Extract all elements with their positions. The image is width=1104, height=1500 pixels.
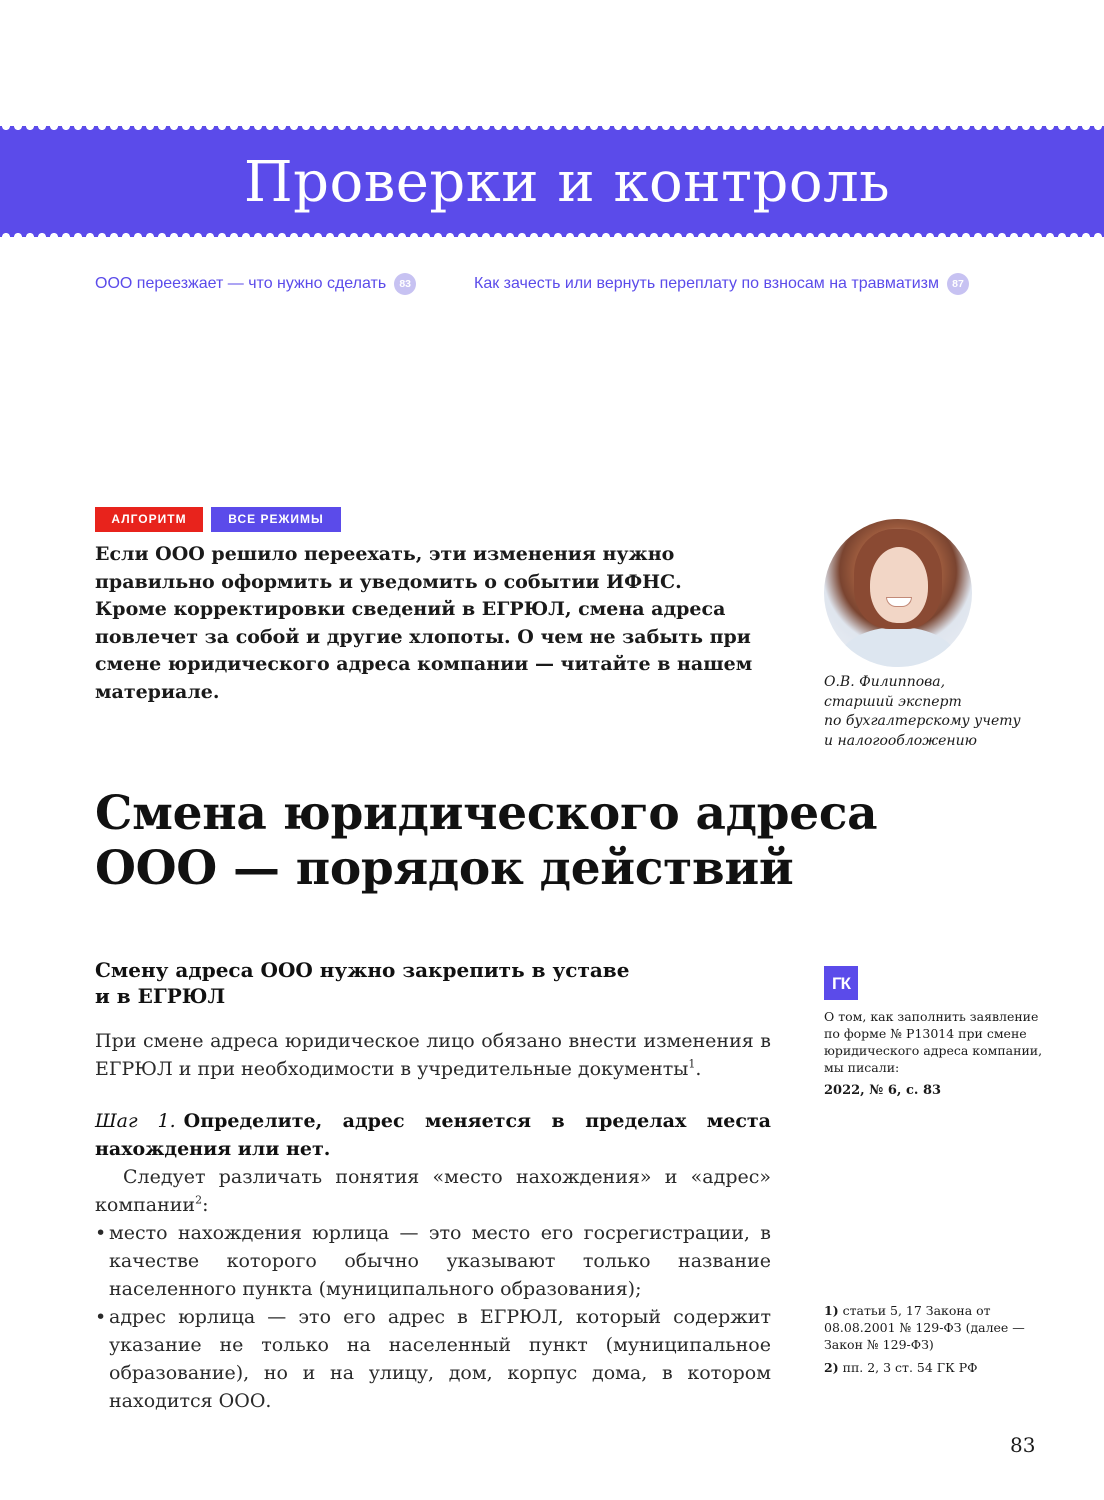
- step-heading: [95, 1107, 771, 1163]
- page-badge: 87: [947, 273, 969, 295]
- author-name: О.В. Филиппова,: [824, 674, 946, 690]
- author-caption: [824, 673, 1044, 751]
- footnote-number: 2): [824, 1360, 839, 1375]
- footnote: [824, 1302, 1064, 1353]
- footnote: [824, 1359, 1064, 1376]
- article-link-moving[interactable]: [95, 273, 416, 295]
- page-badge: 83: [394, 273, 416, 295]
- page-number: 83: [1010, 1433, 1036, 1457]
- step-label: Шаг 1.: [95, 1110, 176, 1132]
- footnote-ref: 1: [688, 1057, 696, 1071]
- tag-all-regimes: ВСЕ РЕЖИМЫ: [211, 507, 341, 532]
- list-item: • место нахождения юрлица — это место его госрегистрации, в качестве которого обычно указывают только название населенного пункта (муниципального образования);: [95, 1219, 771, 1303]
- author-photo: [824, 519, 972, 667]
- subheading-line: Смену адреса ООО нужно закрепить в уставе: [95, 958, 630, 982]
- article-headline: [95, 786, 895, 896]
- article-link-moving-text: ООО переезжает — что нужно сделать: [95, 275, 387, 292]
- list-item: • адрес юрлица — это его адрес в ЕГРЮЛ, который содержит указание не только на населенный пункт (муниципальное образование), но и на улицу, дом, корпус дома, в котором находится ООО.: [95, 1303, 771, 1415]
- section-title: Проверки и контроль: [243, 150, 891, 215]
- gk-logo-icon: ГК: [824, 966, 858, 1000]
- footnote-ref: 2: [195, 1193, 203, 1207]
- paragraph-punct: .: [695, 1058, 702, 1080]
- author-role: по бухгалтерскому учету: [824, 713, 1021, 729]
- author-role: старший эксперт: [824, 693, 962, 710]
- step-text: Определите, адрес меняется в пределах места нахождения или нет.: [95, 1110, 771, 1160]
- body-paragraph: [95, 1163, 771, 1219]
- paragraph-text: Следует различать понятия «место нахождения» и «адрес» компании: [95, 1166, 771, 1216]
- sidebar-reference: 2022, № 6, с. 83: [824, 1083, 942, 1098]
- section-subheading: [95, 957, 775, 1009]
- paragraph-punct: :: [202, 1194, 209, 1216]
- author-role: и налогообложению: [824, 732, 977, 749]
- subheading-line: и в ЕГРЮЛ: [95, 984, 226, 1008]
- body-paragraph: [95, 1027, 771, 1083]
- tag-algorithm: АЛГОРИТМ: [95, 507, 203, 532]
- headline-line: ООО — порядок действий: [95, 841, 794, 896]
- paragraph-text: При смене адреса юридическое лицо обязано внести изменения в ЕГРЮЛ и при необходимости в учредительные документы: [95, 1030, 771, 1080]
- footnote-text: статьи 5, 17 Закона от 08.08.2001 № 129-ФЗ (далее — Закон № 129-ФЗ): [824, 1303, 1025, 1352]
- footnote-number: 1): [824, 1303, 839, 1318]
- lead-paragraph: Если ООО решило переехать, эти изменения нужно правильно оформить и уведомить о событии ИФНС. Кроме корректировки сведений в ЕГРЮЛ, смена адреса повлечет за собой и другие хлопоты. О чем не забыть при смене юридического адреса компании — читайте в нашем материале.: [95, 543, 753, 703]
- article-link-overpayment[interactable]: [474, 273, 969, 295]
- sidebar-note: О том, как заполнить заявление по форме № Р13014 при смене юридического адреса компании, мы писали:: [824, 1009, 1043, 1075]
- definition-list: [95, 1219, 771, 1415]
- footnote-text: пп. 2, 3 ст. 54 ГК РФ: [842, 1360, 978, 1375]
- headline-line: Смена юридического адреса: [95, 786, 878, 841]
- article-link-overpayment-text: Как зачесть или вернуть переплату по взносам на травматизм: [474, 275, 939, 292]
